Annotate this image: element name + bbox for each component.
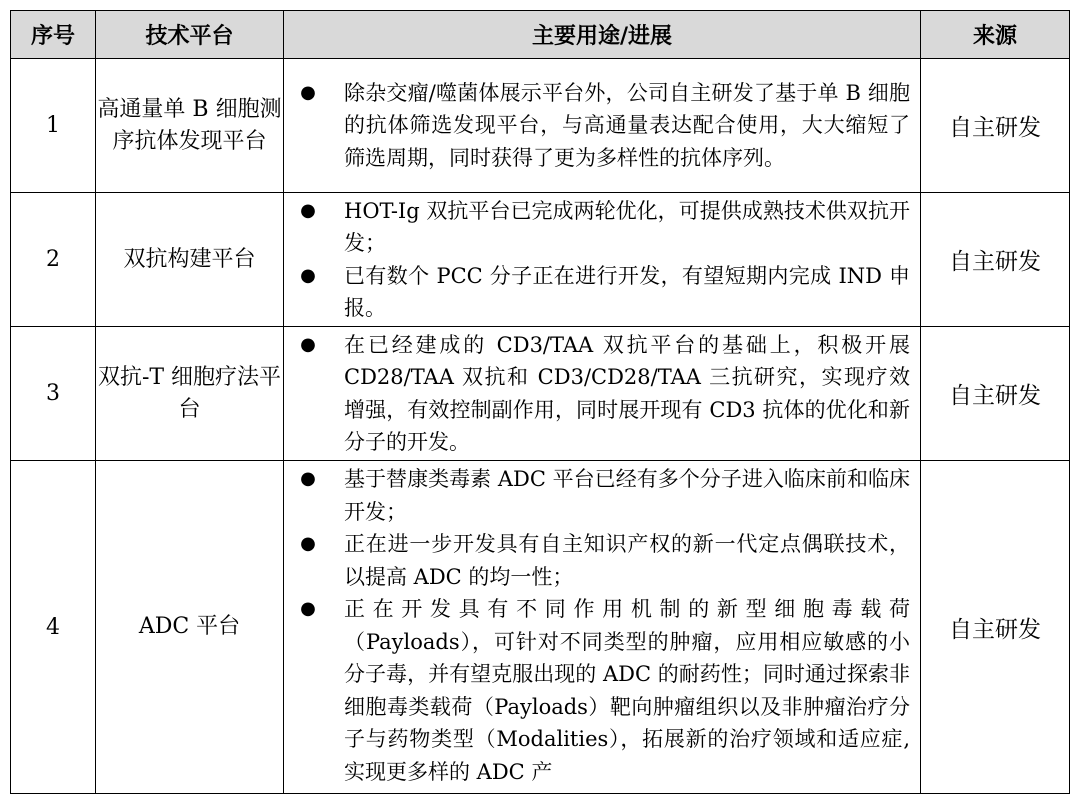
bullet-list	[284, 463, 920, 788]
bullet-list	[284, 77, 920, 175]
bullet-dot-icon: ●	[300, 81, 316, 103]
row-number: 4	[11, 461, 96, 794]
bullet-list	[284, 195, 920, 325]
table-row	[11, 327, 1070, 461]
bullet-dot-icon: ●	[300, 199, 316, 221]
platform-name	[96, 327, 284, 461]
header-num: 序号	[11, 11, 96, 59]
platform-name	[96, 193, 284, 327]
source-cell: 自主研发	[921, 59, 1070, 193]
bullet-dot-icon: ●	[300, 468, 316, 489]
bullet-dot-icon: ●	[300, 598, 316, 619]
platform-label: ADC 平台	[138, 614, 241, 639]
row-number: 2	[11, 193, 96, 327]
row-number: 3	[11, 327, 96, 461]
bullet-text: 已有数个 PCC 分子正在进行开发，有望短期内完成 IND 申报。	[344, 263, 910, 320]
source-cell: 自主研发	[921, 327, 1070, 461]
header-purpose: 主要用途/进展	[284, 11, 921, 59]
table-row	[11, 59, 1070, 193]
bullet-text: 正在开发具有不同作用机制的新型细胞毒载荷（Payloads），可针对不同类型的肿瘤，应用相应敏感的小分子毒，并有望克服出现的 ADC 的耐药性；同时通过探索非细胞毒类载荷（Payloads）靶向肿瘤组织以及非肿瘤治疗分子与药物类型（Modalities），拓展新的治疗领域和适应症,实现更多样的 ADC 产	[344, 597, 910, 784]
table-row	[11, 193, 1070, 327]
header-row	[11, 11, 1070, 59]
bullet-list	[284, 329, 920, 459]
platform-name	[96, 59, 284, 193]
bullet-item	[284, 260, 910, 325]
purpose-cell	[284, 59, 921, 193]
bullet-text: 基于替康类毒素 ADC 平台已经有多个分子进入临床前和临床开发；	[344, 467, 910, 524]
platform-label: 双抗-T 细胞疗法平台	[97, 364, 282, 422]
bullet-text: 在已经建成的 CD3/TAA 双抗平台的基础上，积极开展 CD28/TAA 双抗和 CD3/CD28/TAA 三抗研究，实现疗效增强，有效控制副作用，同时展开现有 CD3 抗体的优化和新分子的开发。	[344, 332, 910, 454]
row-number: 1	[11, 59, 96, 193]
header-source: 来源	[921, 11, 1070, 59]
bullet-item	[284, 593, 910, 788]
bullet-dot-icon: ●	[300, 533, 316, 554]
bullet-text: 除杂交瘤/噬菌体展示平台外，公司自主研发了基于单 B 细胞的抗体筛选发现平台，与高通量表达配合使用，大大缩短了筛选周期，同时获得了更为多样性的抗体序列。	[344, 80, 910, 170]
platform-label: 高通量单 B 细胞测序抗体发现平台	[97, 96, 282, 154]
platform-table	[10, 10, 1070, 794]
platform-name	[96, 461, 284, 794]
source-cell: 自主研发	[921, 193, 1070, 327]
bullet-item	[284, 329, 910, 459]
bullet-item	[284, 195, 910, 260]
bullet-text: HOT-Ig 双抗平台已完成两轮优化，可提供成熟技术供双抗开发；	[344, 198, 910, 255]
bullet-item	[284, 463, 910, 528]
table-row	[11, 461, 1070, 794]
purpose-cell	[284, 461, 921, 794]
purpose-cell	[284, 327, 921, 461]
bullet-dot-icon: ●	[300, 333, 316, 355]
bullet-text: 正在进一步开发具有自主知识产权的新一代定点偶联技术，以提高 ADC 的均一性；	[344, 532, 910, 589]
header-platform: 技术平台	[96, 11, 284, 59]
platform-label: 双抗构建平台	[123, 246, 256, 272]
bullet-item	[284, 77, 910, 175]
bullet-dot-icon: ●	[300, 264, 316, 286]
bullet-item	[284, 528, 910, 593]
source-cell: 自主研发	[921, 461, 1070, 794]
purpose-cell	[284, 193, 921, 327]
